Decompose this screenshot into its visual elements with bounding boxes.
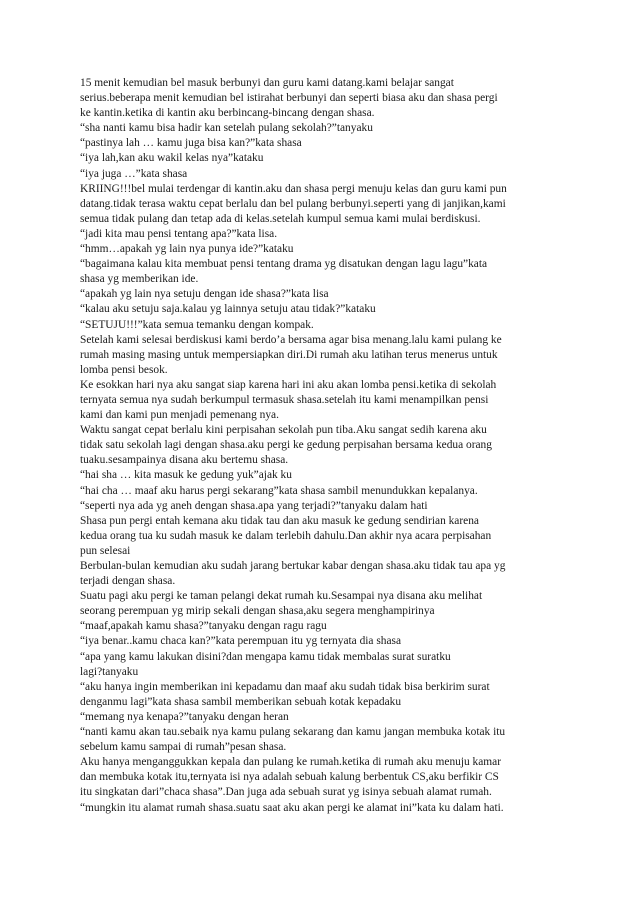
text-line: itu singkatan dari”chaca shasa”.Dan juga ada sebuah surat yg isinya sebuah alamat rumah. [80, 786, 492, 799]
text-line: kami dan kami pun menjadi pemenang nya. [80, 409, 279, 422]
text-line: denganmu lagi”kata shasa sambil memberikan sebuah kotak kepadaku [80, 695, 402, 708]
text-line: “hmm…apakah yg lain nya punya ide?”kataku [80, 243, 294, 256]
text-line: “iya lah,kan aku wakil kelas nya”kataku [80, 152, 264, 165]
text-line: semua tidak pulang dan tetap ada di kelas.setelah kumpul semua kami mulai berdiskusi. [80, 212, 481, 225]
text-line: sebelum kamu sampai di rumah”pesan shasa. [80, 741, 287, 754]
text-line: “aku hanya ingin memberikan ini kepadamu dan maaf aku sudah tidak bisa berkirim surat [80, 680, 490, 693]
text-line: ke kantin.ketika di kantin aku berbincang-bincang dengan shasa. [80, 107, 375, 120]
document-body [80, 76, 570, 816]
text-line: “mungkin itu alamat rumah shasa.suatu saat aku akan pergi ke alamat ini”kata ku dalam hati. [80, 801, 504, 814]
text-line: shasa yg memberikan ide. [80, 273, 199, 286]
text-line: “iya benar..kamu chaca kan?”kata perempuan itu yg ternyata dia shasa [80, 635, 402, 648]
text-line: “sha nanti kamu bisa hadir kan setelah pulang sekolah?”tanyaku [80, 122, 373, 135]
text-line: “hai sha … kita masuk ke gedung yuk”ajak ku [80, 469, 292, 482]
text-line: dan membuka kotak itu,ternyata isi nya adalah sebuah kalung berbentuk CS,aku berfikir CS [80, 771, 499, 784]
text-line: Shasa pun pergi entah kemana aku tidak tau dan aku masuk ke gedung sendirian karena [80, 514, 479, 527]
text-line: Suatu pagi aku pergi ke taman pelangi dekat rumah ku.Sesampai nya disana aku melihat [80, 590, 483, 603]
text-line: Aku hanya menganggukkan kepala dan pulang ke rumah.ketika di rumah aku menuju kamar [80, 756, 502, 769]
text-line: “bagaimana kalau kita membuat pensi tentang drama yg disatukan dengan lagu lagu”kata [80, 258, 488, 271]
text-line: “jadi kita mau pensi tentang apa?”kata lisa. [80, 227, 278, 240]
text-line: “SETUJU!!!”kata semua temanku dengan kompak. [80, 318, 314, 331]
text-line: Setelah kami selesai berdiskusi kami berdo’a bersama agar bisa menang.lalu kami pulang ke [80, 333, 502, 346]
text-line: “apakah yg lain nya setuju dengan ide shasa?”kata lisa [80, 288, 329, 301]
text-line: Berbulan-bulan kemudian aku sudah jarang bertukar kabar dengan shasa.aku tidak tau apa yg [80, 560, 506, 572]
text-line: “hai cha … maaf aku harus pergi sekarang”kata shasa sambil menundukkan kepalanya. [80, 484, 478, 497]
text-line: tidak satu sekolah lagi dengan shasa.aku pergi ke gedung perpisahan bersama kedua orang [80, 439, 492, 452]
text-line: ternyata semua nya sudah berkumpul termasuk shasa.setelah itu kami menampilkan pensi [80, 393, 489, 406]
text-line: pun selesai [80, 544, 131, 557]
text-line: serius.beberapa menit kemudian bel istirahat berbunyi dan seperti biasa aku dan shasa pergi [80, 92, 498, 105]
text-line: tuaku.sesampainya disana aku bertemu shasa. [80, 454, 289, 467]
text-line: “maaf,apakah kamu shasa?”tanyaku dengan ragu ragu [80, 620, 327, 633]
text-line: KRIING!!!bel mulai terdengar di kantin.aku dan shasa pergi menuju kelas dan guru kami pun [80, 182, 507, 195]
text-line: datang.tidak terasa waktu cepat berlalu dan bel pulang berbunyi.seperti yang di janjikan,kami [80, 197, 506, 210]
text-line: “iya juga …”kata shasa [80, 167, 188, 180]
text-line: terjadi dengan shasa. [80, 575, 176, 588]
text-line: rumah masing masing untuk mempersiapkan diri.Di rumah aku latihan terus menerus untuk [80, 348, 498, 361]
text-line: Ke esokkan hari nya aku sangat siap karena hari ini aku akan lomba pensi.ketika di sekolah [80, 378, 497, 391]
text-line: lomba pensi besok. [80, 363, 168, 376]
text-line: lagi?tanyaku [80, 665, 139, 678]
text-line: seorang perempuan yg mirip sekali dengan shasa,aku segera menghampirinya [80, 605, 435, 618]
text-line: “memang nya kenapa?”tanyaku dengan heran [80, 710, 289, 723]
text-line: kedua orang tua ku sudah masuk ke dalam terlebih dahulu.Dan akhir nya acara perpisahan [80, 529, 492, 542]
text-line: 15 menit kemudian bel masuk berbunyi dan guru kami datang.kami belajar sangat [80, 77, 454, 89]
text-line: “apa yang kamu lakukan disini?dan mengapa kamu tidak membalas surat suratku [80, 650, 451, 663]
text-line: “pastinya lah … kamu juga bisa kan?”kata shasa [80, 137, 302, 150]
text-line: “kalau aku setuju saja.kalau yg lainnya setuju atau tidak?”kataku [80, 303, 376, 316]
text-line: Waktu sangat cepat berlalu kini perpisahan sekolah pun tiba.Aku sangat sedih karena aku [80, 424, 487, 437]
text-line: “seperti nya ada yg aneh dengan shasa.apa yang terjadi?”tanyaku dalam hati [80, 499, 428, 512]
text-line: “nanti kamu akan tau.sebaik nya kamu pulang sekarang dan kamu jangan membuka kotak itu [80, 726, 506, 739]
